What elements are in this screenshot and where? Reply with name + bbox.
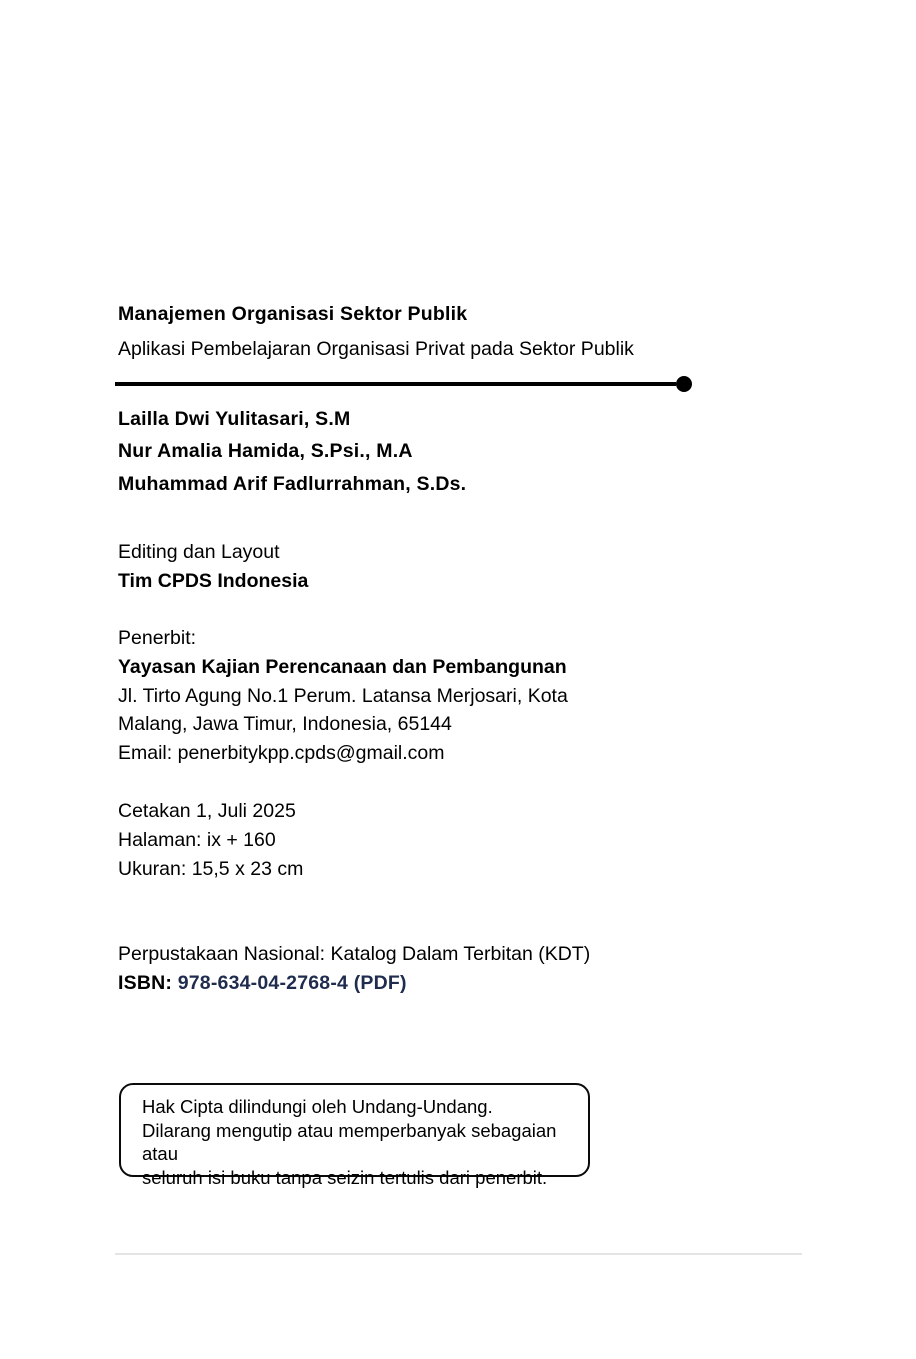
divider-line	[115, 382, 676, 386]
size-info: Ukuran: 15,5 x 23 cm	[118, 857, 304, 880]
editing-section	[118, 538, 308, 596]
book-title: Manajemen Organisasi Sektor Publik	[118, 303, 468, 325]
author-list	[118, 403, 466, 500]
title-divider	[115, 376, 692, 392]
book-subtitle: Aplikasi Pembelajaran Organisasi Privat pada Sektor Publik	[118, 338, 634, 360]
isbn-value: 978-634-04-2768-4 (PDF)	[177, 971, 407, 994]
copyright-line: Hak Cipta dilindungi oleh Undang-Undang.	[142, 1096, 493, 1117]
publisher-label: Penerbit:	[118, 627, 197, 649]
catalog-section	[118, 940, 590, 998]
author-name: Muhammad Arif Fadlurrahman, S.Ds.	[118, 472, 467, 495]
copyright-line: Dilarang mengutip atau memperbanyak sebagaian atau	[142, 1119, 557, 1164]
publisher-email: Email: penerbitykpp.cpds@gmail.com	[118, 742, 445, 765]
author-name: Nur Amalia Hamida, S.Psi., M.A	[118, 440, 413, 463]
author-name: Lailla Dwi Yulitasari, S.M	[118, 408, 351, 430]
divider-end-dot-icon	[676, 376, 692, 392]
editing-team: Tim CPDS Indonesia	[118, 569, 309, 592]
pages-info: Halaman: ix + 160	[118, 828, 276, 851]
publisher-address-line2: Malang, Jawa Timur, Indonesia, 65144	[118, 713, 452, 736]
national-library-line: Perpustakaan Nasional: Katalog Dalam Terbitan (KDT)	[118, 943, 591, 965]
publisher-section	[118, 624, 568, 768]
edition-section	[118, 797, 303, 883]
isbn-label: ISBN:	[118, 971, 173, 994]
footer-divider-rule	[115, 1253, 802, 1255]
printing-info: Cetakan 1, Juli 2025	[118, 800, 296, 822]
copyright-notice-box	[119, 1083, 590, 1188]
isbn-line	[118, 969, 590, 998]
publisher-address-line1: Jl. Tirto Agung No.1 Perum. Latansa Merjosari, Kota	[118, 684, 568, 707]
editing-label: Editing dan Layout	[118, 541, 280, 563]
publisher-name: Yayasan Kajian Perencanaan dan Pembangunan	[118, 655, 567, 678]
copyright-line: seluruh isi buku tanpa seizin tertulis dari penerbit.	[142, 1166, 548, 1188]
